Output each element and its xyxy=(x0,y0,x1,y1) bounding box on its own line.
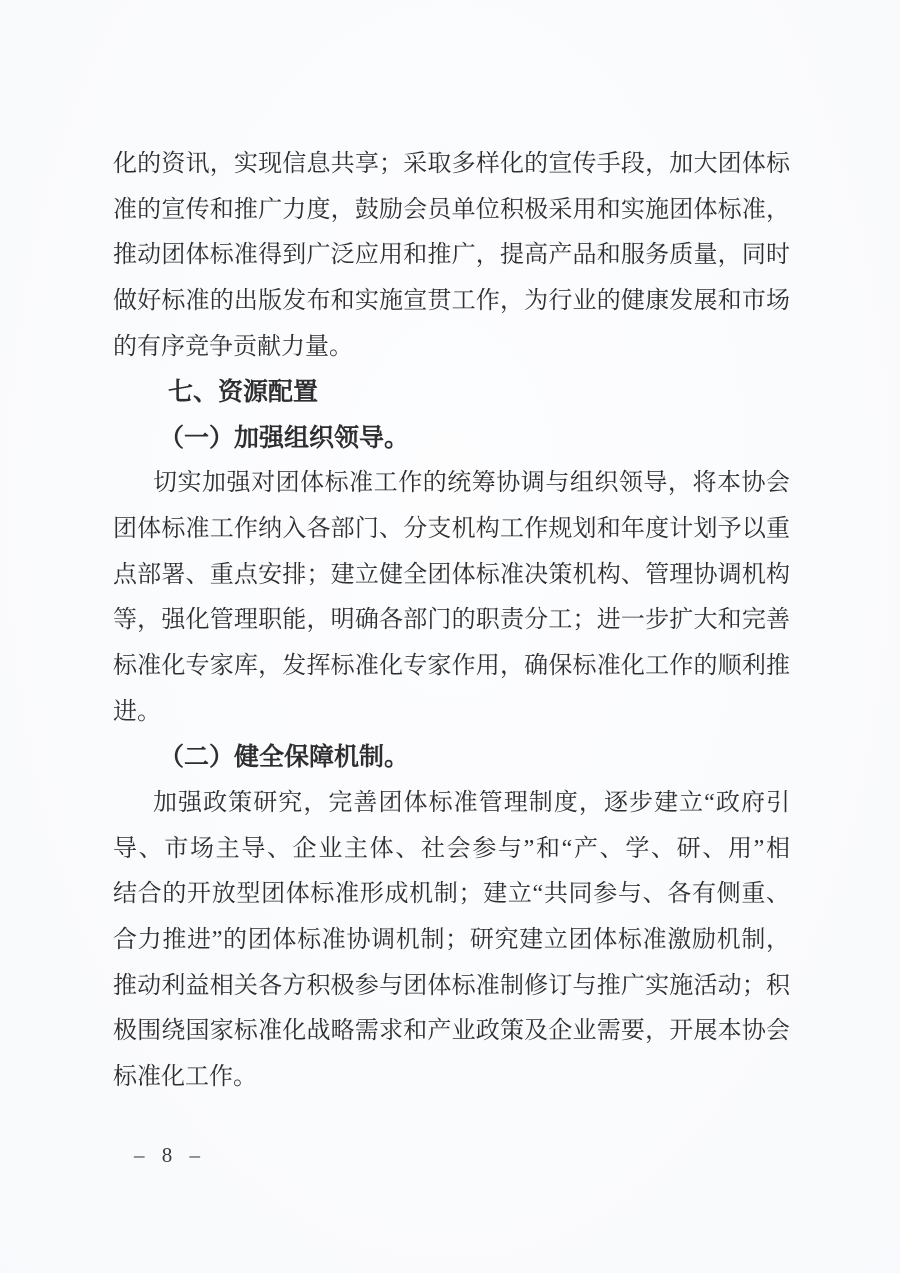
document-text-block xyxy=(113,142,790,1100)
text-line: 标准化专家库，发挥标准化专家作用，确保标准化工作的顺利推 xyxy=(113,653,790,680)
text-line: 结合的开放型团体标准形成机制；建立“共同参与、各有侧重、 xyxy=(113,881,790,908)
text-line: 导、市场主导、企业主体、社会参与”和“产、学、研、用”相 xyxy=(113,835,790,862)
text-line: 切实加强对团体标准工作的统筹协调与组织领导，将本协会 xyxy=(153,470,790,497)
text-line: 做好标准的出版发布和实施宣贯工作，为行业的健康发展和市场 xyxy=(113,287,790,314)
text-line: 进。 xyxy=(113,698,161,725)
text-line: 标准化工作。 xyxy=(113,1063,257,1090)
text-line: 加强政策研究，完善团体标准管理制度，逐步建立“政府引 xyxy=(153,789,790,816)
text-line: 准的宣传和推广力度，鼓励会员单位积极采用和实施团体标准， xyxy=(113,196,790,223)
text-line: 推动团体标准得到广泛应用和推广，提高产品和服务质量，同时 xyxy=(113,242,790,269)
text-line: 的有序竞争贡献力量。 xyxy=(113,333,353,360)
text-line: 合力推进”的团体标准协调机制；研究建立团体标准激励机制， xyxy=(113,926,790,953)
text-line: 点部署、重点安排；建立健全团体标准决策机构、管理协调机构 xyxy=(113,561,790,588)
text-line: （二）健全保障机制。 xyxy=(159,744,410,772)
text-line: 七、资源配置 xyxy=(168,378,319,407)
text-line: 等，强化管理职能，明确各部门的职责分工；进一步扩大和完善 xyxy=(113,607,790,634)
text-line: 团体标准工作纳入各部门、分支机构工作规划和年度计划予以重 xyxy=(113,516,790,543)
text-line: 推动利益相关各方积极参与团体标准制修订与推广实施活动；积 xyxy=(113,972,790,999)
text-line: 极围绕国家标准化战略需求和产业政策及企业需要，开展本协会 xyxy=(113,1018,790,1045)
page-number: – 8 – xyxy=(134,1143,206,1167)
text-line: 化的资讯，实现信息共享；采取多样化的宣传手段，加大团体标 xyxy=(113,151,790,177)
text-line: （一）加强组织领导。 xyxy=(159,424,410,452)
